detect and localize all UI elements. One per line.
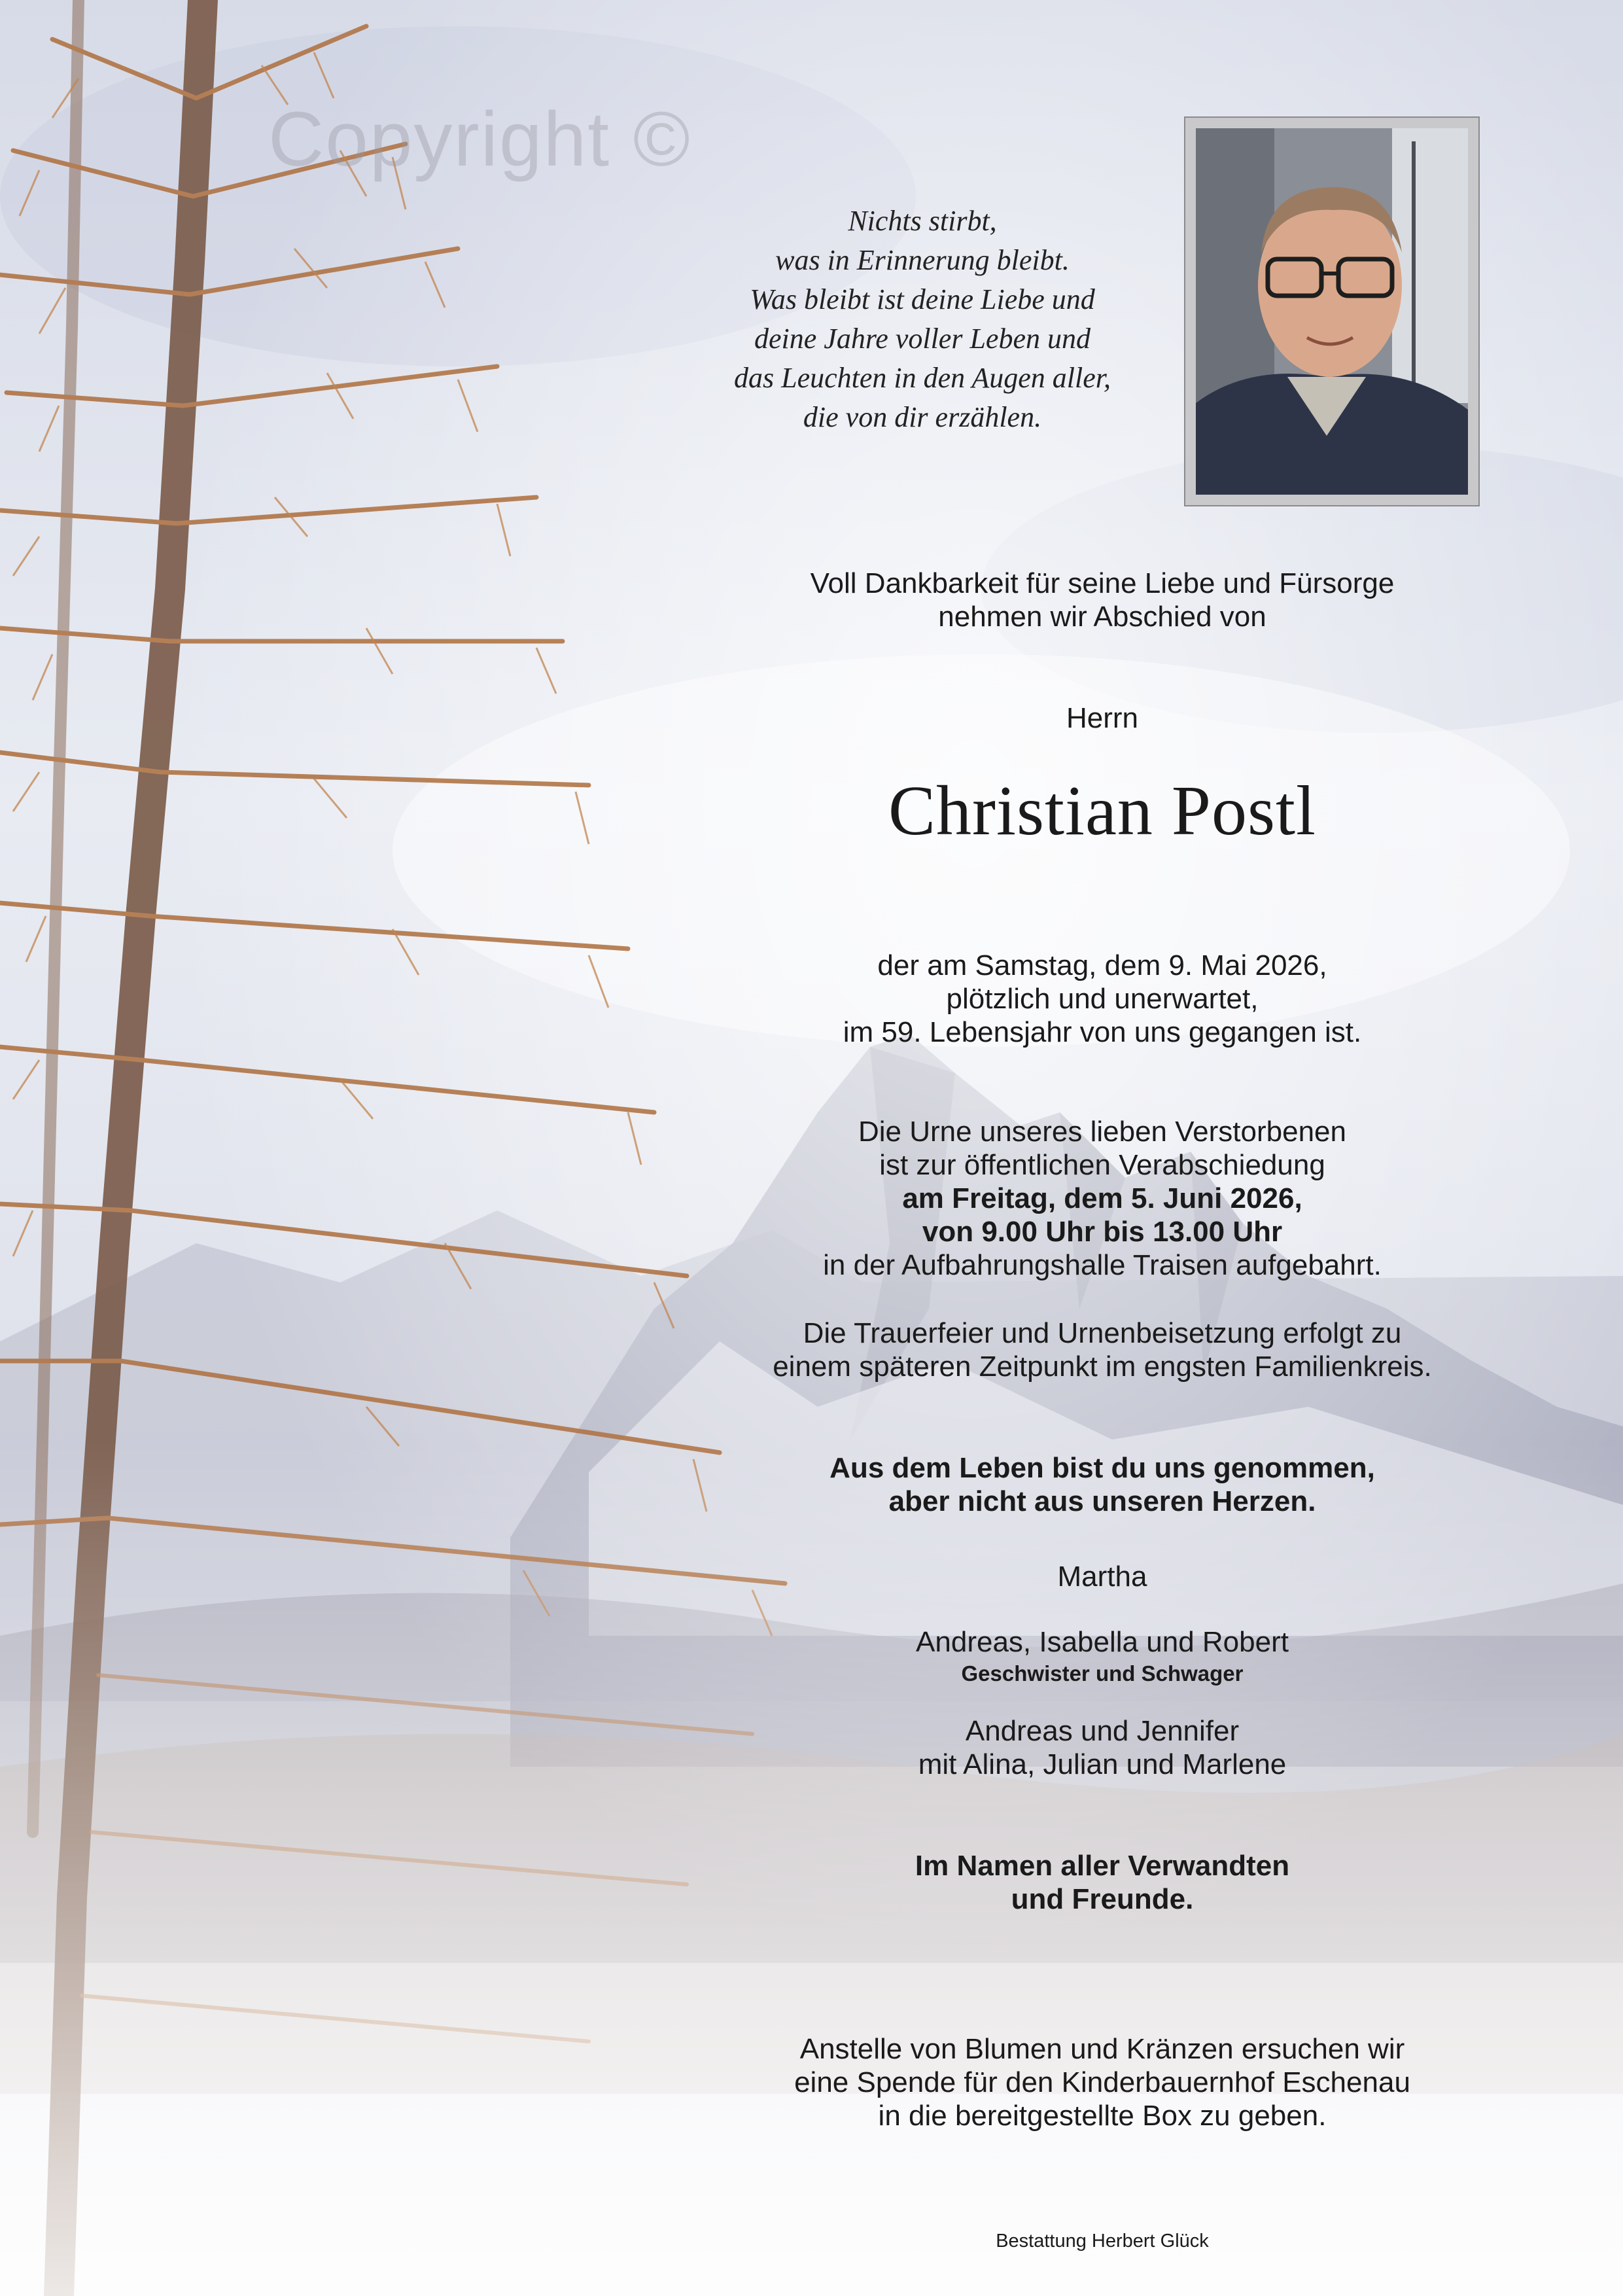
viewing-time: von 9.00 Uhr bis 13.00 Uhr — [922, 1216, 1283, 1248]
death-notice-line: der am Samstag, dem 9. Mai 2026, — [877, 949, 1327, 981]
intro-text — [693, 567, 1511, 633]
mourner-siblings: Andreas, Isabella und Robert — [916, 1626, 1289, 1658]
closing-line: und Freunde. — [1011, 1883, 1194, 1915]
intro-line: nehmen wir Abschied von — [938, 601, 1266, 633]
quote-line: aber nicht aus unseren Herzen. — [888, 1485, 1316, 1517]
salutation: Herrn — [1066, 702, 1139, 734]
mourner-siblings-relation: Geschwister und Schwager — [961, 1661, 1244, 1686]
mourner-family-children: mit Alina, Julian und Marlene — [918, 1748, 1287, 1780]
donation-line: eine Spende für den Kinderbauernhof Eschenau — [794, 2066, 1410, 2098]
closing-text — [693, 1849, 1511, 1916]
deceased-name: Christian Postl — [888, 772, 1317, 850]
mourner-wife: Martha — [1057, 1561, 1147, 1593]
memorial-quote — [693, 1451, 1511, 1518]
viewing-place: in der Aufbahrungshalle Traisen aufgebahrt. — [823, 1249, 1382, 1281]
poem-line: Nichts stirbt, — [848, 205, 997, 237]
portrait-photo-frame — [1184, 116, 1480, 506]
viewing-date: am Freitag, dem 5. Juni 2026, — [902, 1182, 1302, 1214]
poem-line: Was bleibt ist deine Liebe und — [750, 283, 1095, 315]
mourner-family — [693, 1714, 1511, 1781]
memorial-poem — [628, 202, 1217, 437]
funeral-home-footer: Bestattung Herbert Glück — [996, 2231, 1209, 2252]
poem-line: deine Jahre voller Leben und — [754, 323, 1091, 355]
closing-line: Im Namen aller Verwandten — [915, 1850, 1290, 1882]
quote-line: Aus dem Leben bist du uns genommen, — [829, 1452, 1375, 1484]
poem-line: das Leuchten in den Augen aller, — [734, 362, 1111, 394]
donation-line: Anstelle von Blumen und Kränzen ersuchen wir — [799, 2033, 1405, 2065]
portrait-photo — [1196, 128, 1468, 495]
poem-line: was in Erinnerung bleibt. — [775, 244, 1070, 276]
donation-request — [693, 2032, 1511, 2132]
intro-line: Voll Dankbarkeit für seine Liebe und Fürsorge — [810, 567, 1395, 599]
poem-line: die von dir erzählen. — [803, 401, 1042, 433]
ceremony-info — [693, 1316, 1511, 1383]
death-notice-line: im 59. Lebensjahr von uns gegangen ist. — [843, 1016, 1362, 1048]
mourner-family-line: Andreas und Jennifer — [965, 1715, 1240, 1747]
ceremony-line: Die Trauerfeier und Urnenbeisetzung erfolgt zu — [803, 1317, 1402, 1349]
viewing-info — [693, 1115, 1511, 1282]
viewing-line: Die Urne unseres lieben Verstorbenen — [858, 1116, 1346, 1148]
ceremony-line: einem späteren Zeitpunkt im engsten Familienkreis. — [773, 1351, 1432, 1383]
copyright-watermark: Copyright © — [268, 96, 691, 183]
death-notice-line: plötzlich und unerwartet, — [946, 983, 1259, 1015]
viewing-line: ist zur öffentlichen Verabschiedung — [879, 1149, 1325, 1181]
donation-line: in die bereitgestellte Box zu geben. — [878, 2100, 1327, 2132]
death-notice — [693, 949, 1511, 1049]
